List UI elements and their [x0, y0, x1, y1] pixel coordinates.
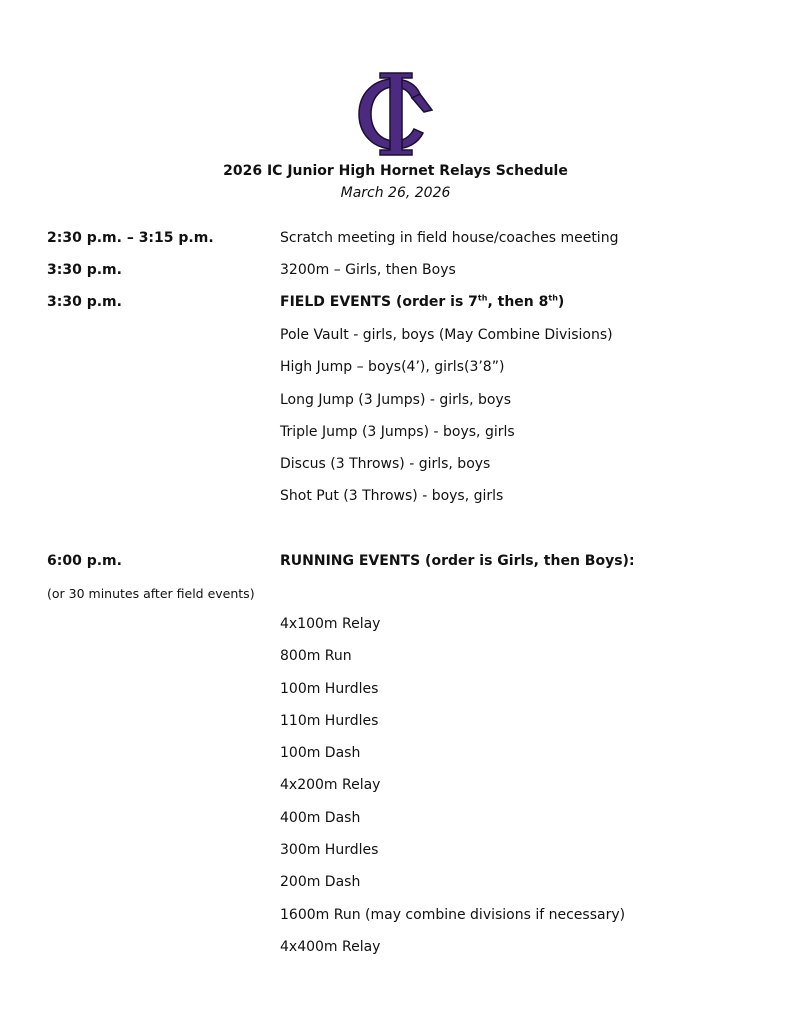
field-event-item: High Jump – boys(4’), girls(3’8”) [280, 359, 505, 375]
running-event-item: 100m Hurdles [280, 681, 379, 697]
time-field-events: 3:30 p.m. [47, 294, 122, 310]
field-event-item: Shot Put (3 Throws) - boys, girls [280, 488, 504, 504]
time-3200m: 3:30 p.m. [47, 262, 122, 278]
running-event-item: 1600m Run (may combine divisions if necessary) [280, 907, 626, 923]
field-event-item: Pole Vault - girls, boys (May Combine Divisions) [280, 327, 613, 343]
field-events-heading-part3: ) [557, 294, 565, 310]
ic-logo [356, 72, 436, 156]
running-event-item: 400m Dash [280, 810, 361, 826]
running-events-note: (or 30 minutes after field events) [47, 586, 255, 601]
running-event-item: 300m Hurdles [280, 842, 379, 858]
field-event-item: Triple Jump (3 Jumps) - boys, girls [280, 424, 515, 440]
time-scratch-meeting: 2:30 p.m. – 3:15 p.m. [47, 230, 214, 246]
field-event-item: Long Jump (3 Jumps) - girls, boys [280, 392, 512, 408]
schedule-date: March 26, 2026 [340, 185, 451, 201]
field-events-heading [280, 294, 564, 310]
superscript-th-1: th [477, 293, 488, 303]
running-events-heading: RUNNING EVENTS (order is Girls, then Boys): [280, 553, 635, 569]
event-scratch-meeting: Scratch meeting in field house/coaches meeting [280, 230, 619, 246]
event-3200m: 3200m – Girls, then Boys [280, 262, 456, 278]
running-event-item: 110m Hurdles [280, 713, 379, 729]
schedule-title: 2026 IC Junior High Hornet Relays Schedule [223, 163, 568, 179]
running-event-item: 4x200m Relay [280, 777, 381, 793]
running-event-item: 800m Run [280, 648, 352, 664]
field-events-heading-part1: FIELD EVENTS (order is 7 [280, 294, 478, 310]
field-event-item: Discus (3 Throws) - girls, boys [280, 456, 491, 472]
running-event-item: 4x100m Relay [280, 616, 381, 632]
running-event-item: 200m Dash [280, 874, 361, 890]
superscript-th-2: th [548, 293, 558, 303]
running-event-item: 4x400m Relay [280, 939, 381, 955]
time-running-events: 6:00 p.m. [47, 553, 122, 569]
running-event-item: 100m Dash [280, 745, 361, 761]
field-events-heading-part2: , then 8 [487, 294, 549, 310]
